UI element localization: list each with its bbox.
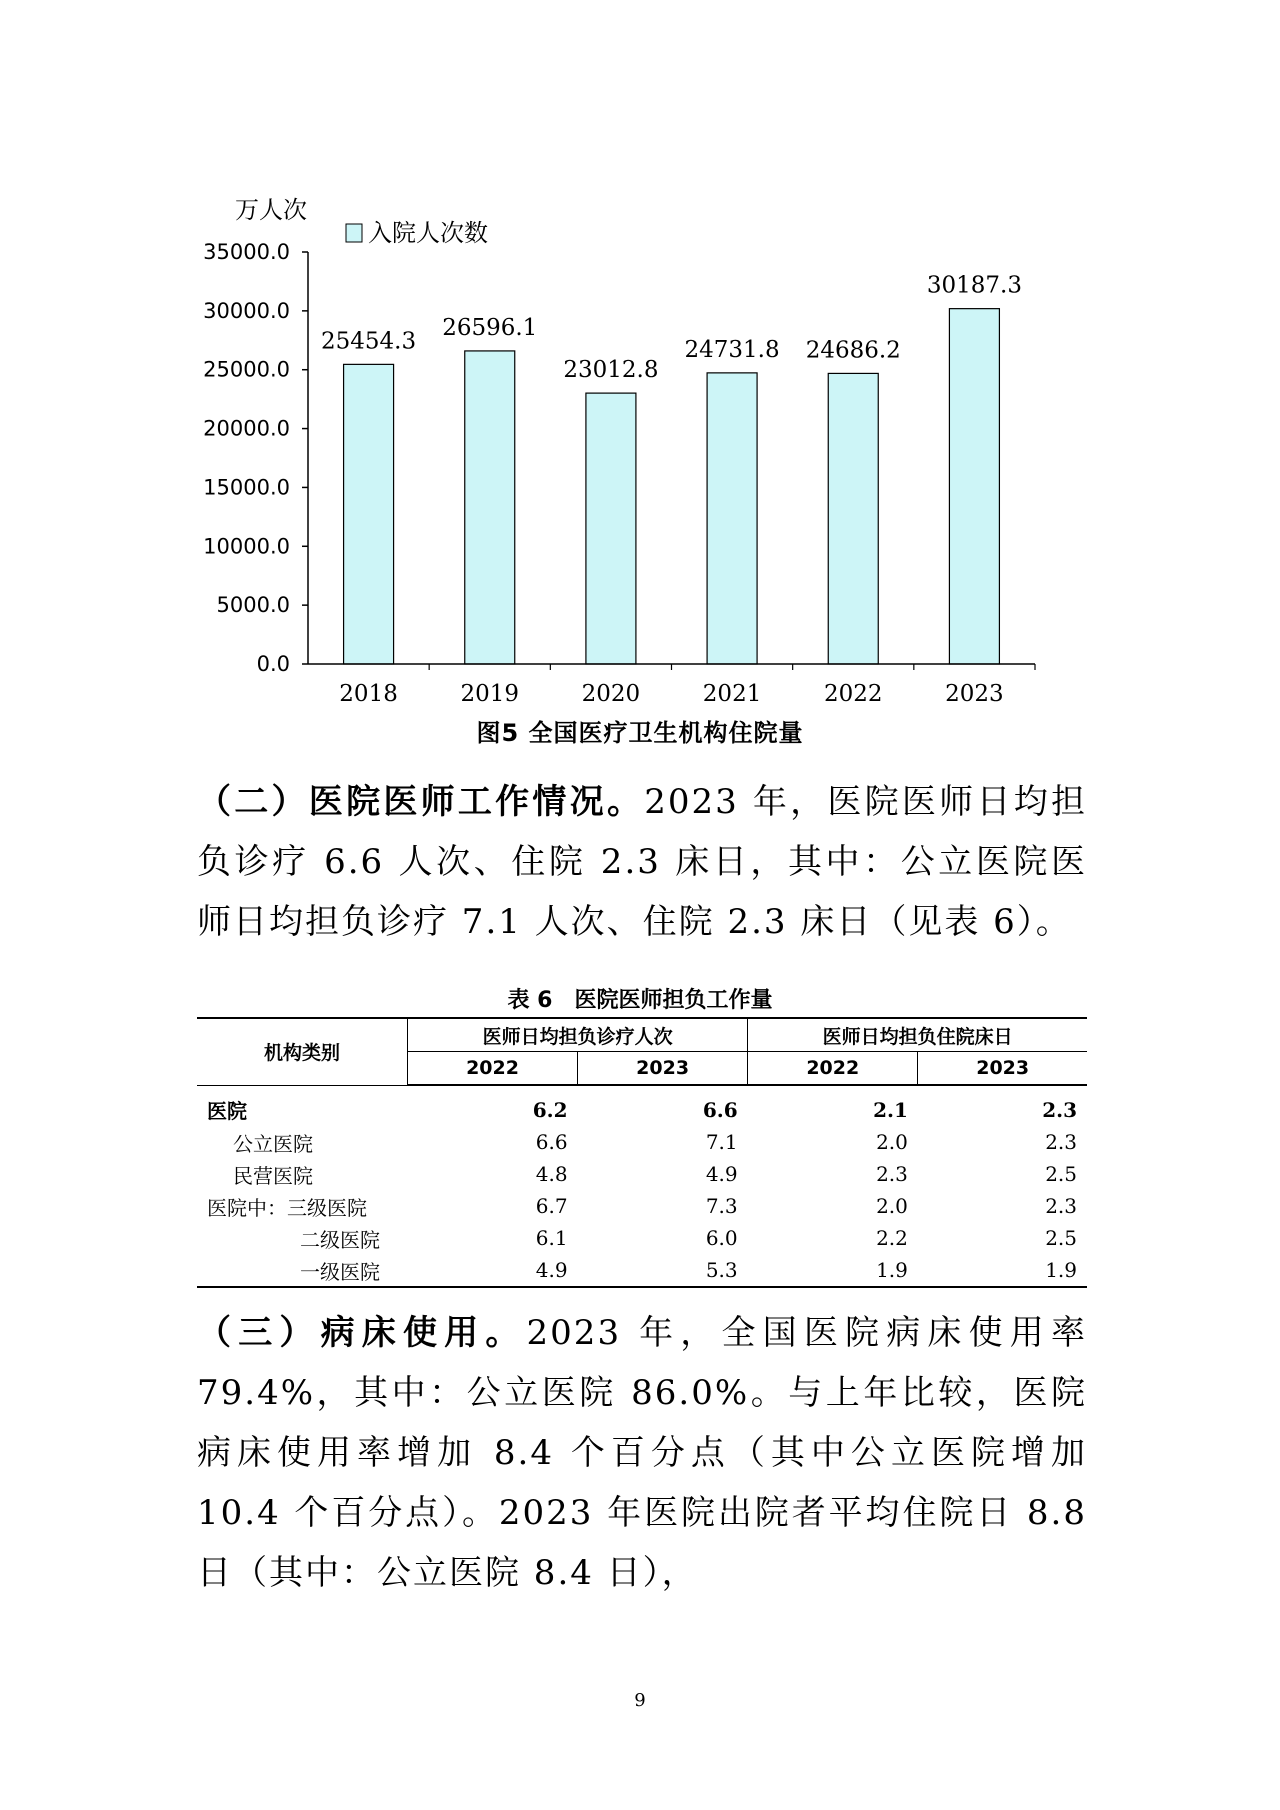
workload-table xyxy=(197,1017,1087,1288)
table-row xyxy=(197,1158,1087,1190)
row-label: 民营医院 xyxy=(233,1163,313,1188)
figure-caption: 图5 全国医疗卫生机构住院量 xyxy=(476,719,804,747)
cell: 2.3 xyxy=(876,1162,908,1186)
cell: 2.3 xyxy=(1045,1130,1077,1154)
cell: 6.7 xyxy=(535,1194,568,1218)
y-tick-label: 35000.0 xyxy=(203,240,290,264)
cell: 5.3 xyxy=(578,1254,748,1287)
legend-label: 入院人次数 xyxy=(368,219,488,247)
y-tick-label: 5000.0 xyxy=(216,593,290,618)
x-tick-label: 2019 xyxy=(460,681,520,707)
y-tick-label: 25000.0 xyxy=(203,357,290,382)
cell: 2.1 xyxy=(873,1098,908,1122)
table-row xyxy=(197,1222,1087,1254)
bar-value-label: 25454.3 xyxy=(321,328,417,355)
bar-2018 xyxy=(344,364,394,664)
cell: 2.3 xyxy=(1042,1098,1077,1122)
year-header: 2023 xyxy=(918,1052,1087,1086)
y-tick-label: 30000.0 xyxy=(203,298,290,323)
row-label: 医院中：三级医院 xyxy=(207,1195,367,1220)
bar-2020 xyxy=(586,393,636,664)
cell: 2.0 xyxy=(876,1194,908,1218)
cell: 2.5 xyxy=(1045,1162,1077,1186)
bar-2019 xyxy=(465,351,515,664)
cell: 6.2 xyxy=(532,1098,568,1122)
x-tick-label: 2018 xyxy=(339,681,398,707)
cell: 2.5 xyxy=(1045,1226,1077,1250)
cell: 6.1 xyxy=(535,1226,568,1250)
cell: 2.2 xyxy=(876,1226,908,1250)
section3-paragraph xyxy=(197,1303,1087,1603)
table-row xyxy=(197,1126,1087,1158)
table-row xyxy=(197,1254,1087,1287)
section3-text: 2023 年，全国医院病床使用率 79.4%，其中：公立医院 86.0%。与上年比较，医院病床使用率增加 8.4 个百分点（其中公立医院增加 10.4 个百分点）。2023 年医院出院者平均住院日 8.8 日（其中：公立医院 8.4 日）， xyxy=(197,1313,1087,1593)
col-category-header: 机构类别 xyxy=(197,1018,408,1085)
cell: 4.9 xyxy=(408,1254,578,1287)
group1-header: 医师日均担负诊疗人次 xyxy=(408,1018,748,1052)
cell: 2.3 xyxy=(1045,1194,1077,1218)
bar-value-label: 24686.2 xyxy=(805,337,901,364)
group2-header: 医师日均担负住院床日 xyxy=(748,1018,1087,1052)
cell: 6.6 xyxy=(535,1130,568,1154)
bar-2022 xyxy=(828,373,878,664)
cell: 1.9 xyxy=(918,1254,1087,1287)
y-axis-unit-label: 万人次 xyxy=(235,196,307,224)
bar-value-label: 24731.8 xyxy=(684,336,780,363)
bar-chart xyxy=(0,0,1280,740)
cell: 2.0 xyxy=(876,1130,908,1154)
row-label: 一级医院 xyxy=(197,1254,408,1287)
y-tick-label: 15000.0 xyxy=(203,475,290,500)
legend-swatch xyxy=(346,224,362,242)
y-tick-label: 10000.0 xyxy=(203,534,290,559)
cell: 4.9 xyxy=(705,1162,738,1186)
table-row xyxy=(197,1085,1087,1126)
section2-heading: （二）医院医师工作情况。 xyxy=(197,782,645,822)
table-row xyxy=(197,1190,1087,1222)
year-header: 2023 xyxy=(578,1052,748,1086)
bar-value-label: 23012.8 xyxy=(563,357,659,384)
section2-text: 2023 年，医院医师日均担负诊疗 6.6 人次、住院 2.3 床日，其中：公立医院医师日均担负诊疗 7.1 人次、住院 2.3 床日（见表 6）。 xyxy=(197,782,1087,942)
row-label: 医院 xyxy=(207,1099,247,1124)
page-number: 9 xyxy=(634,1690,646,1711)
section3-heading: （三）病床使用。 xyxy=(197,1313,527,1353)
row-label: 二级医院 xyxy=(300,1227,380,1252)
bar-value-label: 26596.1 xyxy=(442,314,538,341)
cell: 7.1 xyxy=(705,1130,738,1154)
table-title: 表 6 医院医师担负工作量 xyxy=(507,988,773,1013)
cell: 6.6 xyxy=(702,1098,738,1122)
y-tick-label: 0.0 xyxy=(256,652,290,676)
cell: 1.9 xyxy=(748,1254,918,1287)
x-tick-label: 2020 xyxy=(581,681,641,707)
bar-2021 xyxy=(707,373,757,664)
year-header: 2022 xyxy=(408,1052,578,1086)
cell: 6.0 xyxy=(705,1226,738,1250)
cell: 4.8 xyxy=(535,1162,568,1186)
y-tick-label: 20000.0 xyxy=(203,416,290,441)
bar-2023 xyxy=(949,309,999,664)
bar-value-label: 30187.3 xyxy=(926,272,1022,299)
cell: 7.3 xyxy=(705,1194,738,1218)
x-tick-label: 2023 xyxy=(945,681,1004,707)
row-label: 公立医院 xyxy=(233,1131,313,1156)
section2-paragraph xyxy=(197,772,1087,952)
year-header: 2022 xyxy=(748,1052,918,1086)
x-tick-label: 2021 xyxy=(702,681,762,707)
x-tick-label: 2022 xyxy=(823,681,883,707)
